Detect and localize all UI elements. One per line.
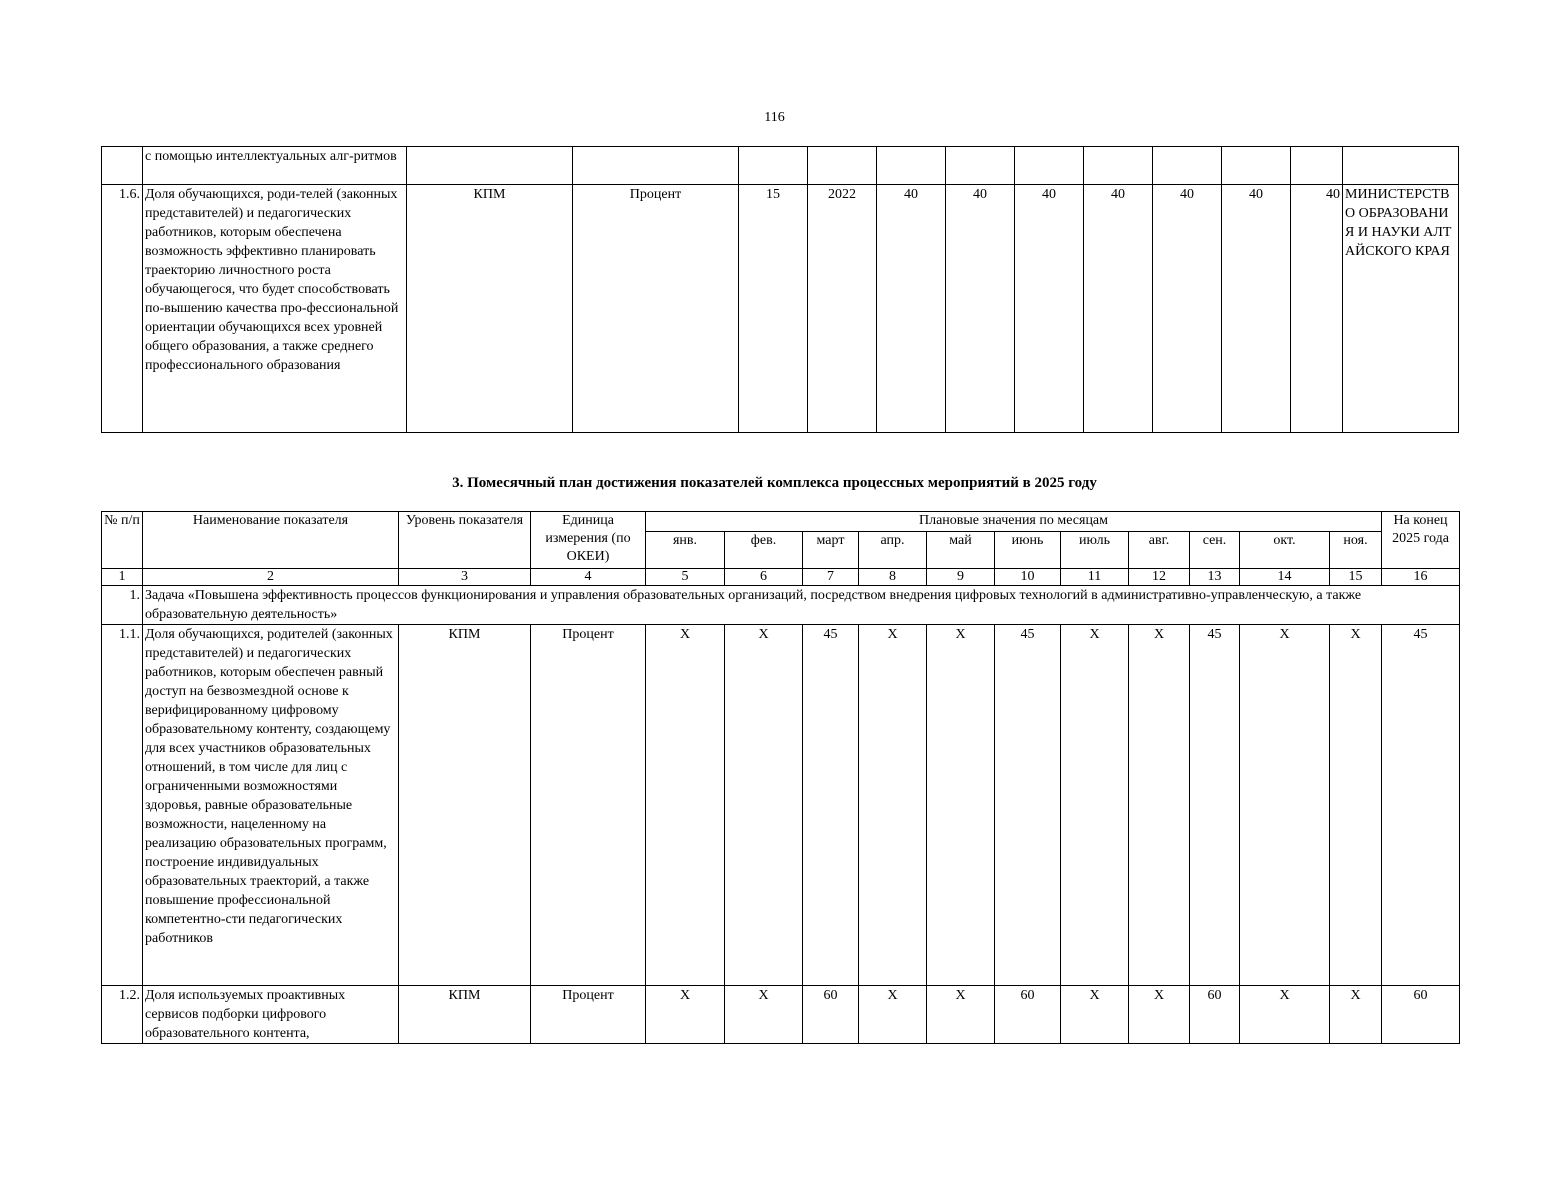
column-number: 8 (859, 569, 927, 586)
base-year: 2022 (808, 185, 877, 433)
cell (1222, 147, 1291, 185)
header-month: авг. (1129, 532, 1190, 569)
column-number: 1 (102, 569, 143, 586)
indicator-name: Доля используемых проактивных сервисов подборки цифрового образовательного контента, (143, 986, 399, 1044)
month-value: 60 (1190, 986, 1240, 1044)
cell (1343, 147, 1459, 185)
header-month: май (927, 532, 995, 569)
cell (1291, 147, 1343, 185)
row-number: 1.6. (102, 185, 143, 433)
month-value: X (1240, 986, 1330, 1044)
month-value: 45 (1190, 625, 1240, 986)
cell (739, 147, 808, 185)
month-value: 45 (803, 625, 859, 986)
header-month: окт. (1240, 532, 1330, 569)
column-number: 4 (531, 569, 646, 586)
header-row (102, 512, 1460, 532)
column-numbers-row (102, 569, 1460, 586)
header-unit: Единица измерения (по ОКЕИ) (531, 512, 646, 569)
responsible-body: МИНИСТЕРСТВО ОБРАЗОВАНИЯ И НАУКИ АЛТАЙСКОГО КРАЯ (1343, 185, 1459, 433)
column-number: 10 (995, 569, 1061, 586)
month-value: 60 (995, 986, 1061, 1044)
cell (877, 147, 946, 185)
header-level: Уровень показателя (399, 512, 531, 569)
task-row (102, 586, 1460, 625)
column-number: 16 (1382, 569, 1460, 586)
value-cell: 40 (946, 185, 1015, 433)
column-number: 2 (143, 569, 399, 586)
column-number: 6 (725, 569, 803, 586)
month-value: X (725, 625, 803, 986)
month-value: X (1129, 625, 1190, 986)
month-value: X (927, 625, 995, 986)
value-cell: 40 (877, 185, 946, 433)
task-text: Задача «Повышена эффективность процессов функционирования и управления образовательных организаций, посредством внедрения цифровых технологий в административно-управленческую, а также образовательную деятельность» (143, 586, 1460, 625)
header-num: № п/п (102, 512, 143, 569)
column-number: 13 (1190, 569, 1240, 586)
header-name: Наименование показателя (143, 512, 399, 569)
column-number: 15 (1330, 569, 1382, 586)
cell (1084, 147, 1153, 185)
header-month: ноя. (1330, 532, 1382, 569)
month-value: X (1129, 986, 1190, 1044)
indicator-name: Доля обучающихся, родителей (законных представителей) и педагогических работников, которым обеспечен равный доступ на безвозмездной основе к верифицированному цифровому образовательному контенту, создающему для всех участников образовательных отношений, в том числе для лиц с ограниченными возможностями здоровья, равные образовательные возможности, нацеленному на реализацию образовательных программ, построение индивидуальных образовательных траекторий, а также повышение профессиональной компетентно-сти педагогических работников (143, 625, 399, 986)
unit: Процент (573, 185, 739, 433)
month-value: X (1061, 625, 1129, 986)
monthly-plan-table (101, 511, 1460, 1044)
column-number: 11 (1061, 569, 1129, 586)
cell (102, 147, 143, 185)
month-value: X (1240, 625, 1330, 986)
table-row (102, 986, 1460, 1044)
unit: Процент (531, 625, 646, 986)
indicator-level: КПМ (407, 185, 573, 433)
month-value: X (725, 986, 803, 1044)
page-number: 116 (764, 110, 785, 125)
header-end: На конец 2025 года (1382, 512, 1460, 569)
indicator-level: КПМ (399, 625, 531, 986)
value-cell: 40 (1153, 185, 1222, 433)
cell (808, 147, 877, 185)
header-month: фев. (725, 532, 803, 569)
month-value: X (859, 625, 927, 986)
value-cell: 40 (1291, 185, 1343, 433)
month-value: X (1330, 625, 1382, 986)
column-number: 3 (399, 569, 531, 586)
cell (1153, 147, 1222, 185)
header-month: сен. (1190, 532, 1240, 569)
cell (407, 147, 573, 185)
value-cell: 40 (1084, 185, 1153, 433)
table-row (102, 147, 1459, 185)
month-value: X (646, 625, 725, 986)
indicator-name: Доля обучающихся, роди-телей (законных представителей) и педагогических работников, которым обеспечена возможность эффективно планировать траекторию личностного роста обучающегося, что будет способствовать по-вышению качества про-фессиональной ориентации обучающихся всех уровней общего образования, а также среднего профессионального образования (143, 185, 407, 433)
month-value: 60 (803, 986, 859, 1044)
month-value: X (1061, 986, 1129, 1044)
month-value: X (927, 986, 995, 1044)
task-number: 1. (102, 586, 143, 625)
column-number: 12 (1129, 569, 1190, 586)
row-number: 1.1. (102, 625, 143, 986)
table-row (102, 625, 1460, 986)
value-cell: 40 (1015, 185, 1084, 433)
value-cell: 40 (1222, 185, 1291, 433)
header-month: июнь (995, 532, 1061, 569)
column-number: 14 (1240, 569, 1330, 586)
base-value: 15 (739, 185, 808, 433)
cell (573, 147, 739, 185)
header-planned: Плановые значения по месяцам (646, 512, 1382, 532)
indicator-name-continued: с помощью интеллектуальных алг-ритмов (143, 147, 407, 185)
cell (946, 147, 1015, 185)
header-month: июль (1061, 532, 1129, 569)
end-value: 45 (1382, 625, 1460, 986)
row-number: 1.2. (102, 986, 143, 1044)
column-number: 5 (646, 569, 725, 586)
indicator-level: КПМ (399, 986, 531, 1044)
month-value: X (646, 986, 725, 1044)
header-month: янв. (646, 532, 725, 569)
column-number: 7 (803, 569, 859, 586)
indicators-table-continued (101, 146, 1459, 433)
section-title: 3. Помесячный план достижения показателей комплекса процессных мероприятий в 2025 году (452, 475, 1097, 491)
table-row (102, 185, 1459, 433)
unit: Процент (531, 986, 646, 1044)
end-value: 60 (1382, 986, 1460, 1044)
header-month: март (803, 532, 859, 569)
month-value: 45 (995, 625, 1061, 986)
cell (1015, 147, 1084, 185)
month-value: X (859, 986, 927, 1044)
column-number: 9 (927, 569, 995, 586)
header-month: апр. (859, 532, 927, 569)
month-value: X (1330, 986, 1382, 1044)
